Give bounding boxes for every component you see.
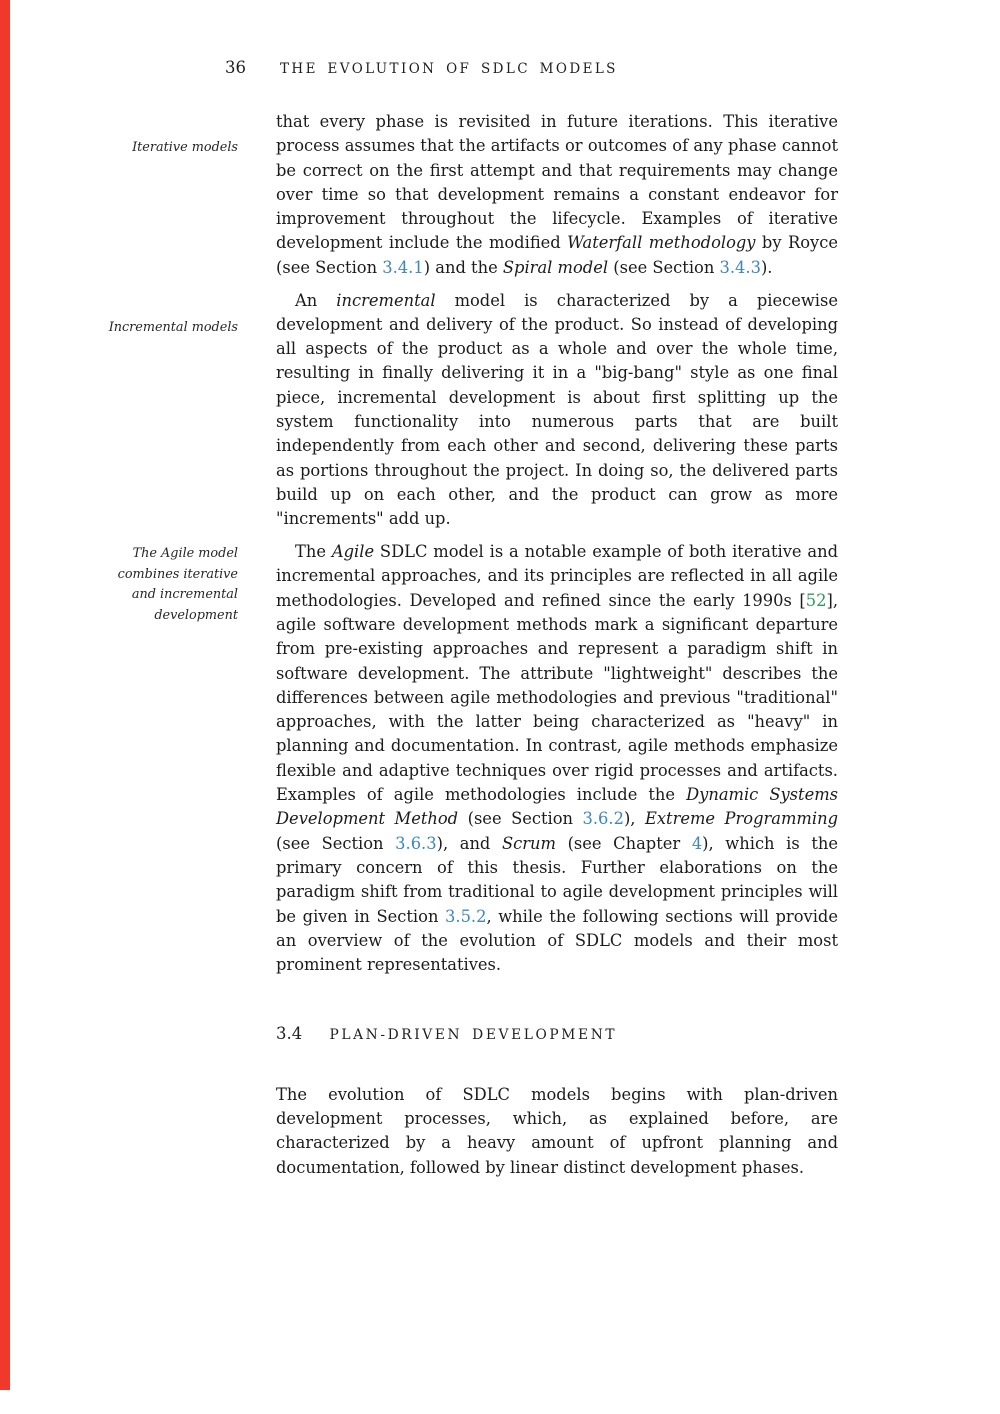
text-run: incremental bbox=[336, 290, 436, 310]
citation-link[interactable]: 52 bbox=[805, 590, 827, 610]
text-run: Spiral model bbox=[502, 257, 609, 277]
text-run: Extreme Programming bbox=[644, 809, 838, 829]
text-run: Waterfall methodology bbox=[567, 233, 756, 253]
text-run: Scrum bbox=[501, 833, 556, 853]
left-edge-marker bbox=[0, 0, 10, 1390]
cross-ref-link[interactable]: 3.4.3 bbox=[719, 257, 761, 277]
text-run: , while the following sections will provide an overview of the evolution of SDLC models and their most prominent representatives. bbox=[276, 906, 838, 975]
cross-ref-link[interactable]: 4 bbox=[691, 833, 703, 853]
text-run: ), and bbox=[436, 833, 502, 853]
text-run: An bbox=[295, 290, 337, 310]
margin-note: The Agile model combines iterative and incremental development bbox=[117, 546, 238, 623]
page-header bbox=[225, 58, 618, 77]
text-run: Agile bbox=[331, 542, 375, 562]
body-paragraph bbox=[276, 1083, 838, 1180]
text-run: (see Section bbox=[276, 833, 396, 853]
cross-ref-link[interactable]: 3.6.2 bbox=[582, 809, 624, 829]
text-run: model is characterized by a piecewise development and delivery of the product. So instead of developing all aspects of the product as a whole and over the whole time, resulting in finally delivering it in a "big-bang" style as one final piece, incremental development is about first splitting up the system functionality into numerous parts that are built independently from each other and second, delivering these parts as portions throughout the project. In doing so, the delivered parts build up on each other, and the product can grow as more "increments" add up. bbox=[276, 290, 838, 529]
body-text-column bbox=[276, 110, 838, 1180]
text-run: (see Section bbox=[458, 809, 583, 829]
text-run: ) and the bbox=[423, 257, 503, 277]
text-run: The evolution of SDLC models begins with plan-driven development processes, which, as explained before, are characterized by a heavy amount of upfront planning and documentation, followed by linear distinct development phases. bbox=[276, 1084, 838, 1177]
cross-ref-link[interactable]: 3.6.3 bbox=[395, 833, 437, 853]
text-run: (see Chapter bbox=[555, 833, 692, 853]
body-paragraph bbox=[276, 540, 838, 977]
text-run: SDLC model is a notable example of both iterative and incremental approaches, and its principles are reflected in all agile methodologies. Developed and refined since the early 1990s [ bbox=[276, 542, 839, 610]
cross-ref-link[interactable]: 3.5.2 bbox=[445, 906, 487, 926]
text-run: that every phase is revisited in future iterations. This iterative process assumes that the artifacts or outcomes of any phase cannot be correct on the first attempt and that requirements may change over time so that development remains a constant endeavor for improvement throughout the lifecycle. Examples of iterative development include the modified bbox=[276, 112, 838, 253]
cross-ref-link[interactable]: 3.4.1 bbox=[382, 257, 424, 277]
text-run: The bbox=[295, 542, 332, 562]
body-paragraph bbox=[276, 110, 838, 280]
body-paragraph bbox=[276, 289, 838, 532]
running-header: THE EVOLUTION OF SDLC MODELS bbox=[280, 61, 618, 77]
section-number: 3.4 bbox=[276, 1024, 303, 1044]
section-title: PLAN-DRIVEN DEVELOPMENT bbox=[329, 1027, 618, 1044]
text-run: ), which is the primary concern of this thesis. Further elaborations on the paradigm shift from traditional to agile development principles will be given in Section bbox=[276, 833, 838, 926]
text-run: (see Section bbox=[608, 257, 720, 277]
text-run: ). bbox=[760, 257, 773, 277]
margin-note: Incremental models bbox=[108, 320, 238, 335]
text-run: ], agile software development methods mark a significant departure from pre-existing approaches and represent a paradigm shift in software development. The attribute "lightweight" describes the differences between agile methodologies and previous "traditional" approaches, with the latter being characterized as "heavy" in planning and documentation. In contrast, agile methods emphasize flexible and adaptive techniques over rigid processes and artifacts. Examples of agile methodologies include the bbox=[276, 590, 838, 805]
text-run: Dynamic Systems Development Method bbox=[276, 785, 839, 829]
margin-note: Iterative models bbox=[132, 140, 238, 155]
page-number: 36 bbox=[225, 58, 246, 77]
section-heading bbox=[276, 1022, 838, 1047]
text-run: ), bbox=[623, 809, 645, 829]
text-run: by Royce (see Section bbox=[276, 233, 838, 277]
